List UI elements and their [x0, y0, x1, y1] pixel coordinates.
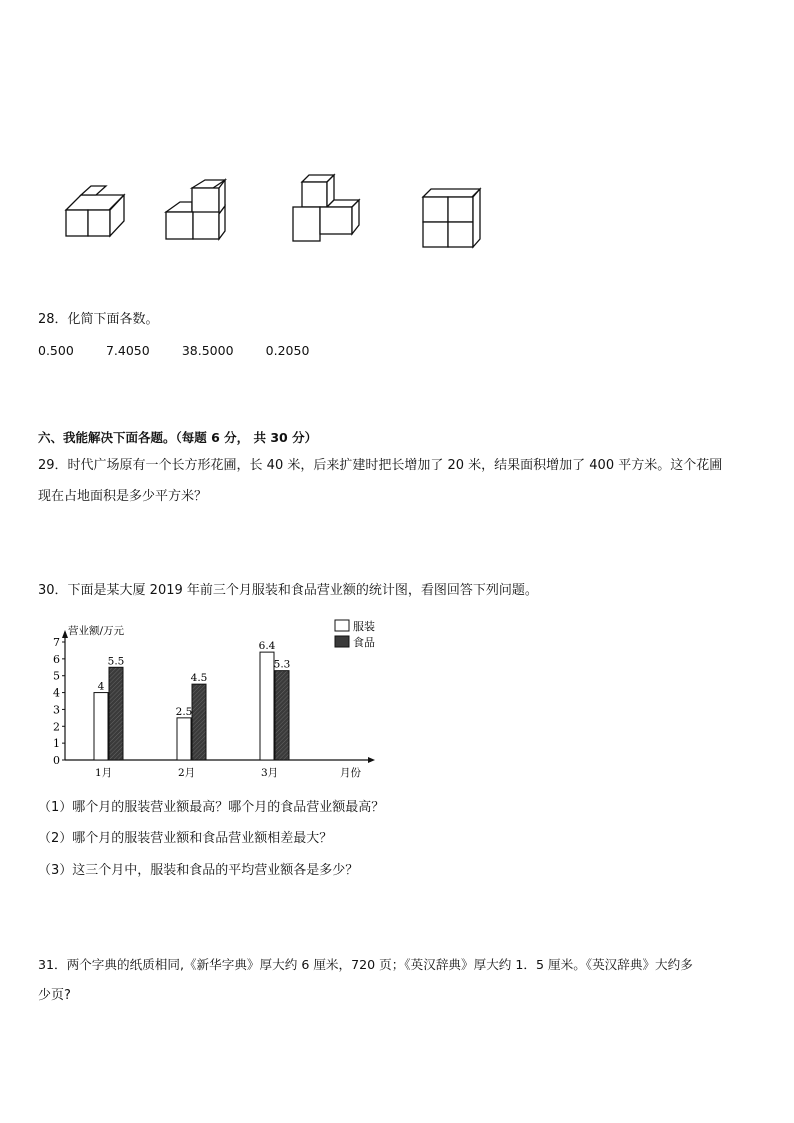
question-30-sub-1: （1）哪个月的服装营业额最高？哪个月的食品营业额最高？ [38, 800, 385, 815]
question-30-sub-2: （2）哪个月的服装营业额和食品营业额相差最大？ [38, 831, 333, 846]
bar-chart [38, 610, 398, 790]
cube-figure-3 [293, 175, 359, 241]
question-28-numbers [38, 341, 337, 362]
bar-food [109, 667, 123, 760]
y-tick-label: 3 [53, 703, 60, 717]
number-4: 0.2050 [265, 343, 310, 358]
data-label: 2.5 [175, 705, 193, 718]
bar-clothing [260, 652, 274, 760]
y-tick-label: 2 [53, 720, 60, 734]
question-30-title: 30．下面是某大厦 2019 年前三个月服装和食品营业额的统计图，看图回答下列问题。 [38, 583, 538, 598]
data-label: 6.4 [258, 640, 276, 653]
data-label: 5.3 [273, 658, 291, 671]
cube-figures [0, 80, 520, 300]
bar-clothing [94, 693, 108, 760]
y-tick-label: 6 [53, 652, 60, 666]
number-3: 38.5000 [181, 343, 234, 358]
question-28-title: 28．化简下面各数。 [38, 312, 159, 327]
data-label: 5.5 [107, 655, 125, 668]
y-tick-label: 5 [53, 669, 60, 683]
y-tick-label: 0 [53, 754, 60, 767]
y-axis-label: 营业额/万元 [68, 625, 125, 637]
cube-figure-1 [66, 186, 124, 236]
y-tick-label: 1 [53, 737, 60, 751]
number-2: 7.4050 [105, 343, 150, 358]
x-tick-label: 3月 [261, 767, 279, 779]
x-axis-arrow [368, 757, 375, 763]
y-tick-label: 7 [53, 636, 60, 649]
question-29-line-1: 29．时代广场原有一个长方形花圃，长 40 米，后来扩建时把长增加了 20 米，结果面积增加了 400 平方米。这个花圃 [38, 458, 723, 473]
x-tick-label: 1月 [95, 767, 113, 779]
question-31-line-2: 少页? [38, 988, 71, 1003]
bar-food [275, 671, 289, 760]
legend-label-clothing: 服装 [353, 620, 375, 633]
bar-food [192, 684, 206, 760]
legend-label-food: 食品 [353, 636, 375, 649]
question-31-line-1: 31．两个字典的纸质相同,《新华字典》厚大约 6 厘米，720 页；《英汉辞典》厚大约 1．5 厘米。《英汉辞典》大约多 [38, 957, 693, 972]
legend-swatch-food [335, 636, 349, 647]
cube-figure-2 [166, 180, 225, 239]
section-6-heading: 六、我能解决下面各题。（每题 6 分， 共 30 分） [38, 430, 318, 445]
data-label: 4.5 [190, 672, 208, 685]
question-29-line-2: 现在占地面积是多少平方米？ [38, 489, 208, 504]
data-label: 4 [97, 680, 105, 693]
legend-swatch-clothing [335, 620, 349, 631]
cube-figure-4 [423, 189, 480, 247]
bar-clothing [177, 718, 191, 760]
y-tick-label: 4 [53, 686, 60, 700]
x-axis-label: 月份 [340, 767, 361, 779]
x-tick-label: 2月 [178, 767, 196, 779]
question-30-sub-3: （3）这三个月中，服装和食品的平均营业额各是多少？ [38, 863, 359, 878]
number-1: 0.500 [38, 343, 74, 358]
